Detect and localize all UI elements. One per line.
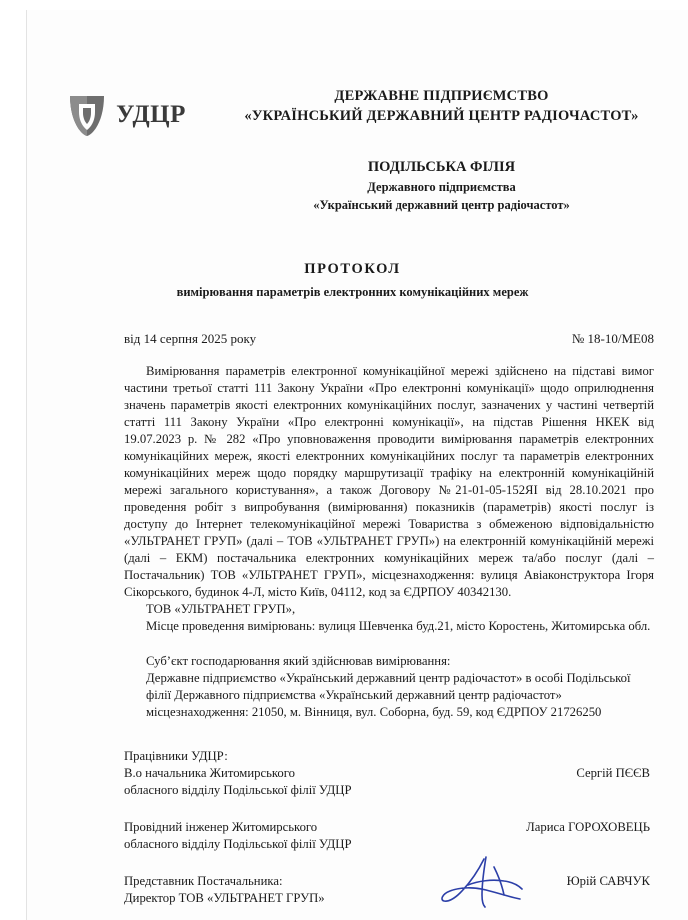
body-place-line: Місце проведення вимірювань: вулиця Шевченка буд.21, місто Коростень, Житомирська обл. bbox=[146, 619, 651, 634]
document-header bbox=[27, 10, 678, 138]
branch-block bbox=[27, 159, 678, 213]
signature-role bbox=[124, 765, 352, 799]
signature-role-line-1: В.о начальника Житомирського bbox=[124, 766, 295, 781]
signature-block bbox=[27, 748, 678, 907]
signature-role bbox=[124, 873, 325, 907]
branch-line-2: Державного підприємства bbox=[367, 180, 516, 194]
subject-line-3: місцезнаходження: 21050, м. Вінниця, вул. Соборна, буд. 59, код ЄДРПОУ 21726250 bbox=[146, 705, 602, 720]
signature-entry bbox=[124, 873, 654, 907]
body-paragraph-1: Вимірювання параметрів електронної комунікаційної мережі здійснено на підставі вимог частини третьої статті 111 Закону України «Про електронні комунікації» щодо оприлюднення значень параметрів якості електронних комунікаційних послуг, зазначених у частині четвертій статті 111 Закону України «Про електронні комунікації», на підстав Рішення НКЕК від 19.07.2023 р. № 282 «Про уповноваження проводити вимірювання параметрів електронних комунікаційних мереж, якості електронних комунікаційних послуг та параметрів електронних комунікаційних мереж щодо порядку маршрутизації трафіку на електронній комунікаційній мережі загального користування», а також Договору №21-01-05-152ЯІ від 28.10.2021 про проведення робіт з випробування (вимірювання) показників (параметрів) якості послуг із доступу до Інтернет телекомунікаційної мережі Товариства з обмеженою відповідальністю «УЛЬТРАНЕТ ГРУП» (далі – ТОВ «УЛЬТРАНЕТ ГРУП») на електронній комунікаційній мережі (далі – ЕКМ) постачальника електронних комунікаційних мереж та/або послуг (далі – Постачальник) ТОВ «УЛЬТРАНЕТ ГРУП», місцезнаходження: вулиця Авіаконструктора Ігоря Сікорського, будинок 4-Л, місто Київ, 04112, код за ЄДРПОУ 40342130. bbox=[124, 364, 654, 600]
udcr-logo bbox=[64, 92, 186, 138]
scan-edge-top bbox=[0, 0, 688, 10]
subject-line-1: Державне підприємство «Український державний центр радіочастот» в особі Подільської bbox=[146, 671, 631, 686]
document-meta bbox=[27, 331, 678, 347]
scan-edge-left bbox=[0, 0, 27, 920]
logo-text: УДЦР bbox=[116, 101, 186, 128]
document-date: від 14 серпня 2025 року bbox=[124, 331, 257, 346]
signature-role-line-2: обласного відділу Подільської філії УДЦР bbox=[124, 783, 352, 798]
subject-line-2: філії Державного підприємства «Український державний центр радіочастот» bbox=[146, 688, 562, 703]
signature-entry bbox=[124, 819, 654, 853]
title-block bbox=[27, 261, 678, 300]
page-subtitle: вимірювання параметрів електронних комунікаційних мереж bbox=[176, 285, 529, 299]
signature-role bbox=[124, 819, 352, 853]
signature-role-line-1: Представник Постачальника: bbox=[124, 874, 283, 889]
document-content bbox=[27, 10, 678, 920]
signature-name: Сергій ПЄЄВ bbox=[576, 766, 650, 781]
signature-name: Лариса ГОРОХОВЕЦЬ bbox=[526, 820, 650, 835]
organization-line-2: «УКРАЇНСЬКИЙ ДЕРЖАВНИЙ ЦЕНТР РАДІОЧАСТОТ» bbox=[244, 108, 639, 124]
udcr-logo-mark-icon bbox=[64, 92, 110, 138]
document-number: № 18-10/МЕ08 bbox=[571, 331, 654, 346]
organization-block bbox=[223, 88, 678, 125]
document-body bbox=[27, 363, 678, 748]
signature-name: Юрій САВЧУК bbox=[566, 874, 650, 889]
signature-heading: Працівники УДЦР: bbox=[124, 749, 228, 764]
logo-block bbox=[27, 88, 223, 138]
branch-line-1: ПОДІЛЬСЬКА ФІЛІЯ bbox=[367, 159, 516, 175]
subject-heading: Суб’єкт господарювання який здійснював вимірювання: bbox=[146, 654, 451, 669]
body-company-line: ТОВ «УЛЬТРАНЕТ ГРУП», bbox=[146, 602, 296, 617]
page-title: ПРОТОКОЛ bbox=[304, 261, 401, 277]
organization-line-1: ДЕРЖАВНЕ ПІДПРИЄМСТВО bbox=[334, 88, 549, 104]
signature-role-line-1: Провідний інженер Житомирського bbox=[124, 820, 318, 835]
signature-role-line-2: Директор ТОВ «УЛЬТРАНЕТ ГРУП» bbox=[124, 891, 325, 906]
signature-entry bbox=[124, 765, 654, 799]
signature-role-line-2: обласного відділу Подільської філії УДЦР bbox=[124, 837, 352, 852]
branch-line-3: «Український державний центр радіочастот» bbox=[313, 198, 570, 212]
